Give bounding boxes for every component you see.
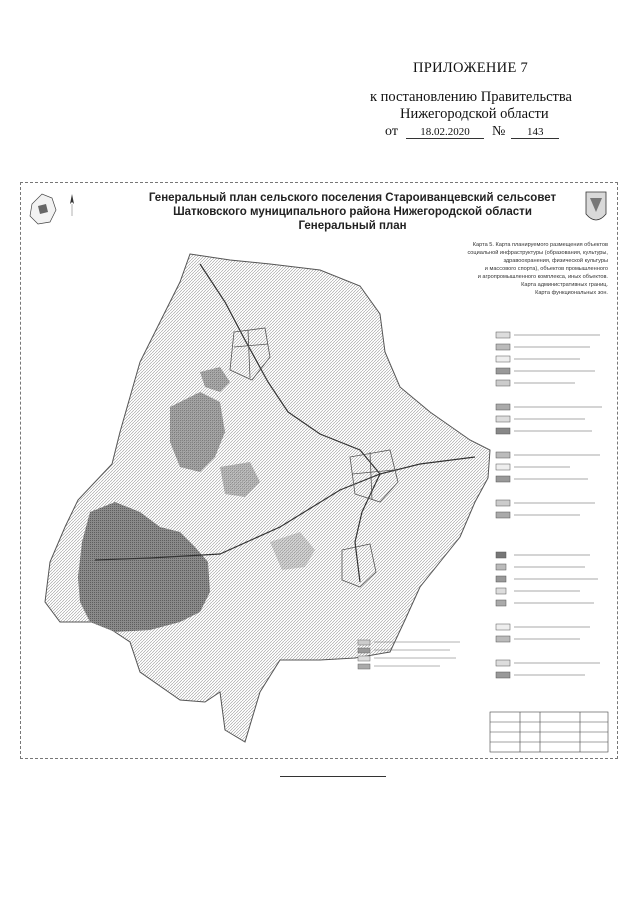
map-title xyxy=(120,191,585,233)
inset-location-map xyxy=(30,194,56,224)
bottom-rule xyxy=(280,776,386,777)
map-title-line: Шатковского муниципального района Нижегородской области xyxy=(173,206,532,218)
map-caption-line: социальной инфраструктуры (образования, культуры, xyxy=(467,250,608,256)
map-title-line: Генеральный план сельского поселения Староиванцевский сельсовет xyxy=(148,192,557,204)
map-title-line: Генеральный план xyxy=(298,220,407,232)
resolution-number: 143 xyxy=(511,126,559,139)
map-caption-line: Карта функциональных зон. xyxy=(535,290,608,296)
resolution-reference: к постановлению Правительства xyxy=(370,89,572,105)
north-arrow-icon xyxy=(70,194,74,216)
map-caption-line: здравоохранения, физической культуры xyxy=(503,258,608,264)
map-caption-line: и массового спорта), объектов промышленного xyxy=(484,266,608,272)
map-caption xyxy=(418,241,608,297)
resolution-region: Нижегородской области xyxy=(400,106,549,122)
date-prefix: от xyxy=(385,124,398,139)
map-caption-line: и агропромышленного комплекса, иных объектов. xyxy=(477,274,608,280)
settlement-territory xyxy=(45,254,490,742)
resolution-date-line xyxy=(385,124,559,140)
number-sign: № xyxy=(491,124,506,139)
appendix-title: ПРИЛОЖЕНИЕ 7 xyxy=(413,60,529,76)
map-legend xyxy=(496,332,602,678)
map-caption-line: Карта 5. Карта планируемого размещения объектов xyxy=(472,242,608,248)
drawing-stamp-table xyxy=(490,712,608,752)
map-caption-line: Карта административных границ. xyxy=(521,282,608,288)
resolution-date: 18.02.2020 xyxy=(406,126,484,139)
coat-of-arms-icon xyxy=(586,192,606,220)
